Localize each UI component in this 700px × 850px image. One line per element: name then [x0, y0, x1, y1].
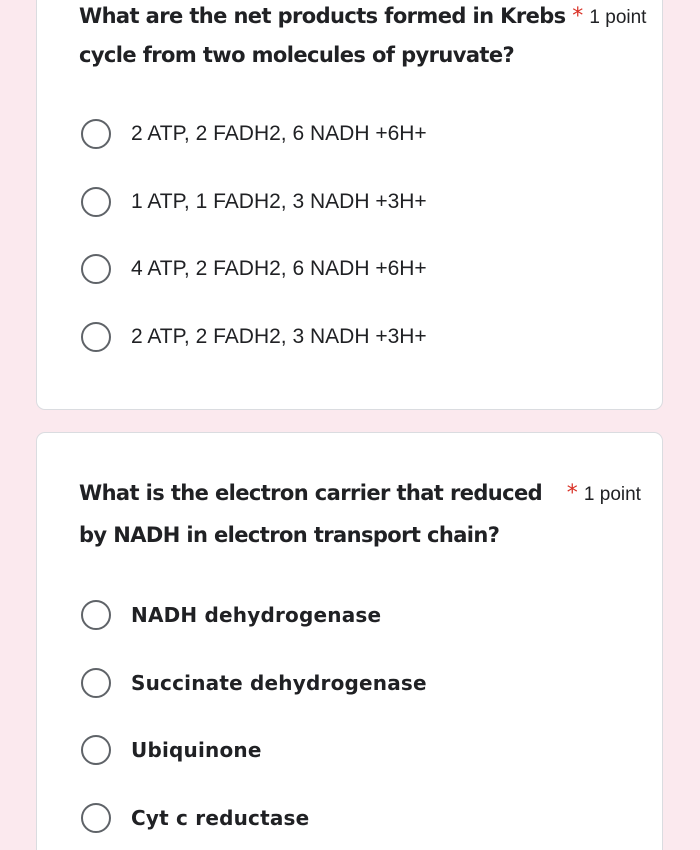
question-title-line-1 [79, 478, 641, 510]
option-1[interactable] [81, 597, 381, 633]
option-2[interactable] [81, 184, 427, 220]
required-asterisk: * [566, 481, 578, 506]
radio-button-icon[interactable] [81, 600, 111, 630]
option-label: NADH dehydrogenase [131, 603, 382, 627]
required-asterisk: * [572, 4, 583, 29]
radio-button-icon[interactable] [81, 668, 111, 698]
option-label: Succinate dehydrogenase [131, 671, 427, 695]
radio-button-icon[interactable] [81, 119, 111, 149]
option-2[interactable] [81, 665, 427, 701]
question-title-line-2: cycle from two molecules of pyruvate? [79, 43, 515, 67]
question-text: What are the net products formed in Krebs [79, 4, 566, 28]
option-label: 2 ATP, 2 FADH2, 6 NADH +6H+ [131, 122, 427, 145]
option-label: 2 ATP, 2 FADH2, 3 NADH +3H+ [131, 325, 427, 348]
question-card-1 [36, 0, 663, 410]
radio-button-icon[interactable] [81, 254, 111, 284]
option-4[interactable] [81, 319, 427, 355]
option-1[interactable] [81, 116, 427, 152]
option-3[interactable] [81, 732, 262, 768]
radio-button-icon[interactable] [81, 803, 111, 833]
question-title-line-1 [79, 1, 646, 33]
radio-button-icon[interactable] [81, 322, 111, 352]
question-card-2 [36, 432, 663, 850]
radio-button-icon[interactable] [81, 187, 111, 217]
points-label: 1 point [583, 484, 641, 505]
points-label: 1 point [589, 7, 647, 28]
option-label: 4 ATP, 2 FADH2, 6 NADH +6H+ [131, 257, 427, 280]
option-label: Cyt c reductase [131, 806, 310, 830]
question-text: What is the electron carrier that reduced [79, 481, 543, 505]
radio-button-icon[interactable] [81, 735, 111, 765]
option-label: 1 ATP, 1 FADH2, 3 NADH +3H+ [131, 190, 427, 213]
option-label: Ubiquinone [131, 738, 262, 762]
option-4[interactable] [81, 800, 309, 836]
question-title-line-2: by NADH in electron transport chain? [79, 523, 500, 547]
option-3[interactable] [81, 251, 427, 287]
